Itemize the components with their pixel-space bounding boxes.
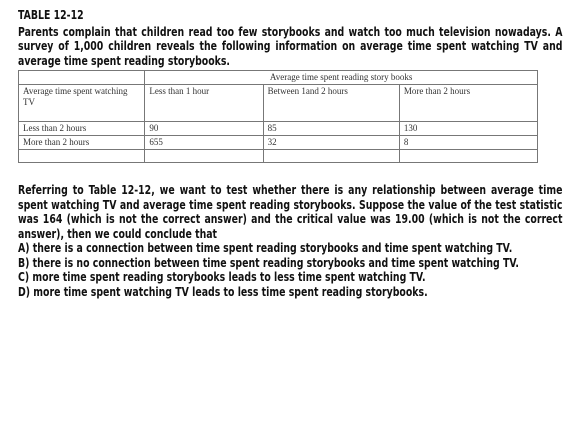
column-header: Between 1and 2 hours [263,85,399,122]
question-text: Referring to Table 12-12, we want to test whether there is any relationship between average time spent watching TV and average time spent reading storybooks. Suppose the value of the test statistic was 164 (which is not the correct answer) and the critical value was 19.00 (which is not the correct answer), then we could conclude that [18,183,563,241]
table-cell [145,150,263,163]
table-header-row [19,71,538,85]
option-d[interactable]: D) more time spent watching TV leads to less time spent reading storybooks. [18,284,428,299]
table-row [19,136,538,150]
table-title: TABLE 12-12 [18,8,84,22]
option-c[interactable]: C) more time spent reading storybooks leads to less time spent watching TV. [18,270,426,284]
table-corner-cell [19,71,145,85]
table-cell: 90 [145,122,263,136]
survey-table [18,70,538,163]
problem-header [18,8,562,68]
column-header: Less than 1 hour [145,85,263,122]
table-cell [263,150,399,163]
table-cell: 32 [263,136,399,150]
column-header: More than 2 hours [399,85,537,122]
question-block [18,183,562,299]
row-label: Less than 2 hours [19,122,145,136]
table-cell: 655 [145,136,263,150]
table-cell [19,150,145,163]
table-cell: 85 [263,122,399,136]
table-column-header-row [19,85,538,122]
table-row [19,122,538,136]
table-cell [399,150,537,163]
document [18,8,563,299]
table-empty-row [19,150,538,163]
table-cell: 130 [399,122,537,136]
table-group-header: Average time spent reading story books [145,71,538,85]
table-corner-label: Average time spent watching TV [19,85,145,122]
option-a[interactable]: A) there is a connection between time spent reading storybooks and time spent watching TV. [18,241,513,255]
option-b[interactable]: B) there is no connection between time spent reading storybooks and time spent watching TV. [18,255,519,270]
table-cell: 8 [399,136,537,150]
intro-paragraph: Parents complain that children read too few storybooks and watch too much television nowadays. A survey of 1,000 children reveals the following information on average time spent watching TV and average time spent reading storybooks. [18,24,563,68]
row-label: More than 2 hours [19,136,145,150]
